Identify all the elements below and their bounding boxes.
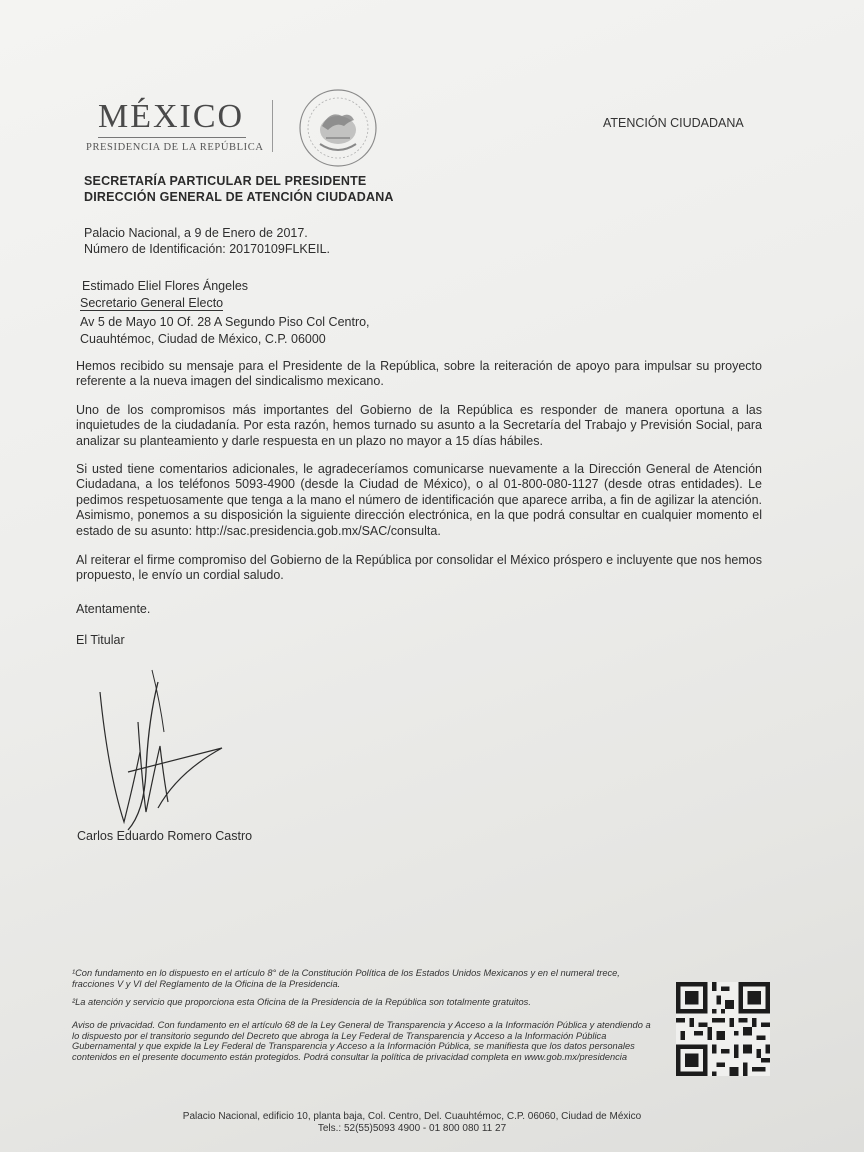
body-paragraph-3: Si usted tiene comentarios adicionales, le agradeceríamos comunicarse nuevamente a la Dirección General de Atención Ciudadana, a los teléfonos 5093-4900 (desde la Ciudad de México), o al 01-800-080-1127 (desde otras entidades). Le pedimos respetuosamente que tenga a la mano el número de identificación que aparece arriba, a fin de agilizar la atención. Asimismo, ponemos a su disposición la siguiente dirección electrónica, en la que podrá consultar en cualquier momento el estado de su asunto: http://sac.presidencia.gob.mx/SAC/consulta.	[76, 462, 762, 538]
office-line-1: SECRETARÍA PARTICULAR DEL PRESIDENTE	[84, 174, 367, 188]
logo-wordmark: MÉXICO	[98, 98, 245, 135]
office-line-2: DIRECCIÓN GENERAL DE ATENCIÓN CIUDADANA	[84, 190, 394, 204]
recipient-address-line-1: Av 5 de Mayo 10 Of. 28 A Segundo Piso Col Centro,	[80, 315, 370, 329]
handwritten-signature	[88, 662, 238, 842]
footnote-2: ²La atención y servicio que proporciona esta Oficina de la Presidencia de la República son totalmente gratuitos.	[72, 997, 531, 1007]
recipient-title-text: Secretario General Electo	[80, 296, 224, 310]
footnote-1: ¹Con fundamento en lo dispuesto en el artículo 8° de la Constitución Política de los Estados Unidos Mexicanos y en el numeral trece, fracciones V y VI del Reglamento de la Oficina de la Presidencia.	[72, 968, 620, 989]
body-paragraph-1: Hemos recibido su mensaje para el Presidente de la República, sobre la reiteración de apoyo para impulsar su proyecto referente a la nueva imagen del sindicalismo mexicano.	[76, 359, 762, 389]
recipient-salutation: Estimado Eliel Flores Ángeles	[82, 279, 249, 293]
recipient-address	[80, 314, 370, 348]
logo-divider	[272, 100, 273, 152]
place-date: Palacio Nacional, a 9 de Enero de 2017.	[84, 226, 308, 240]
identification-number: Número de Identificación: 20170109FLKEIL.	[84, 241, 330, 256]
signer-name: Carlos Eduardo Romero Castro	[77, 829, 253, 843]
qr-code-icon	[676, 980, 770, 1078]
office-heading	[84, 173, 394, 205]
closing-role: El Titular	[76, 633, 125, 647]
national-seal-icon	[292, 86, 384, 170]
closing-regards: Atentamente.	[76, 602, 151, 616]
letter-meta	[84, 226, 330, 257]
recipient-title	[80, 296, 223, 312]
body-paragraph-4: Al reiterar el firme compromiso del Gobierno de la República por consolidar el México próspero e incluyente que nos hemos propuesto, le envío un cordial saludo.	[76, 553, 762, 583]
recipient-address-line-2: Cuauhtémoc, Ciudad de México, C.P. 06000	[80, 332, 326, 346]
footer-address: Palacio Nacional, edificio 10, planta baja, Col. Centro, Del. Cuauhtémoc, C.P. 06060, Ciudad de México	[182, 1111, 642, 1122]
body-paragraph-2: Uno de los compromisos más importantes del Gobierno de la República es responder de manera oportuna a las inquietudes de la ciudadanía. Por esta razón, hemos turnado su asunto a la Secretaría del Trabajo y Previsión Social, para analizar su planteamiento y darle respuesta en un plazo no mayor a 15 días hábiles.	[76, 403, 762, 448]
privacy-notice: Aviso de privacidad. Con fundamento en el artículo 68 de la Ley General de Transparencia y Acceso a la Información Pública y atendiendo a lo dispuesto por el transitorio segundo del Decreto que abroga la Ley Federal de Transparencia y Acceso a la Información Pública Gubernamental y que expide la Ley Federal de Transparencia y Acceso a la Información Pública, se manifiesta que los datos personales contenidos en el presente documento están protegidos. Podrá consultar la política de privacidad completa en www.gob.mx/presidencia	[72, 1020, 651, 1062]
logo-subtitle: PRESIDENCIA DE LA REPÚBLICA	[86, 142, 264, 153]
department-tag: ATENCIÓN CIUDADANA	[603, 116, 744, 130]
footer-phones: Tels.: 52(55)5093 4900 - 01 800 080 11 27	[317, 1123, 507, 1134]
logo-underline	[98, 137, 246, 138]
